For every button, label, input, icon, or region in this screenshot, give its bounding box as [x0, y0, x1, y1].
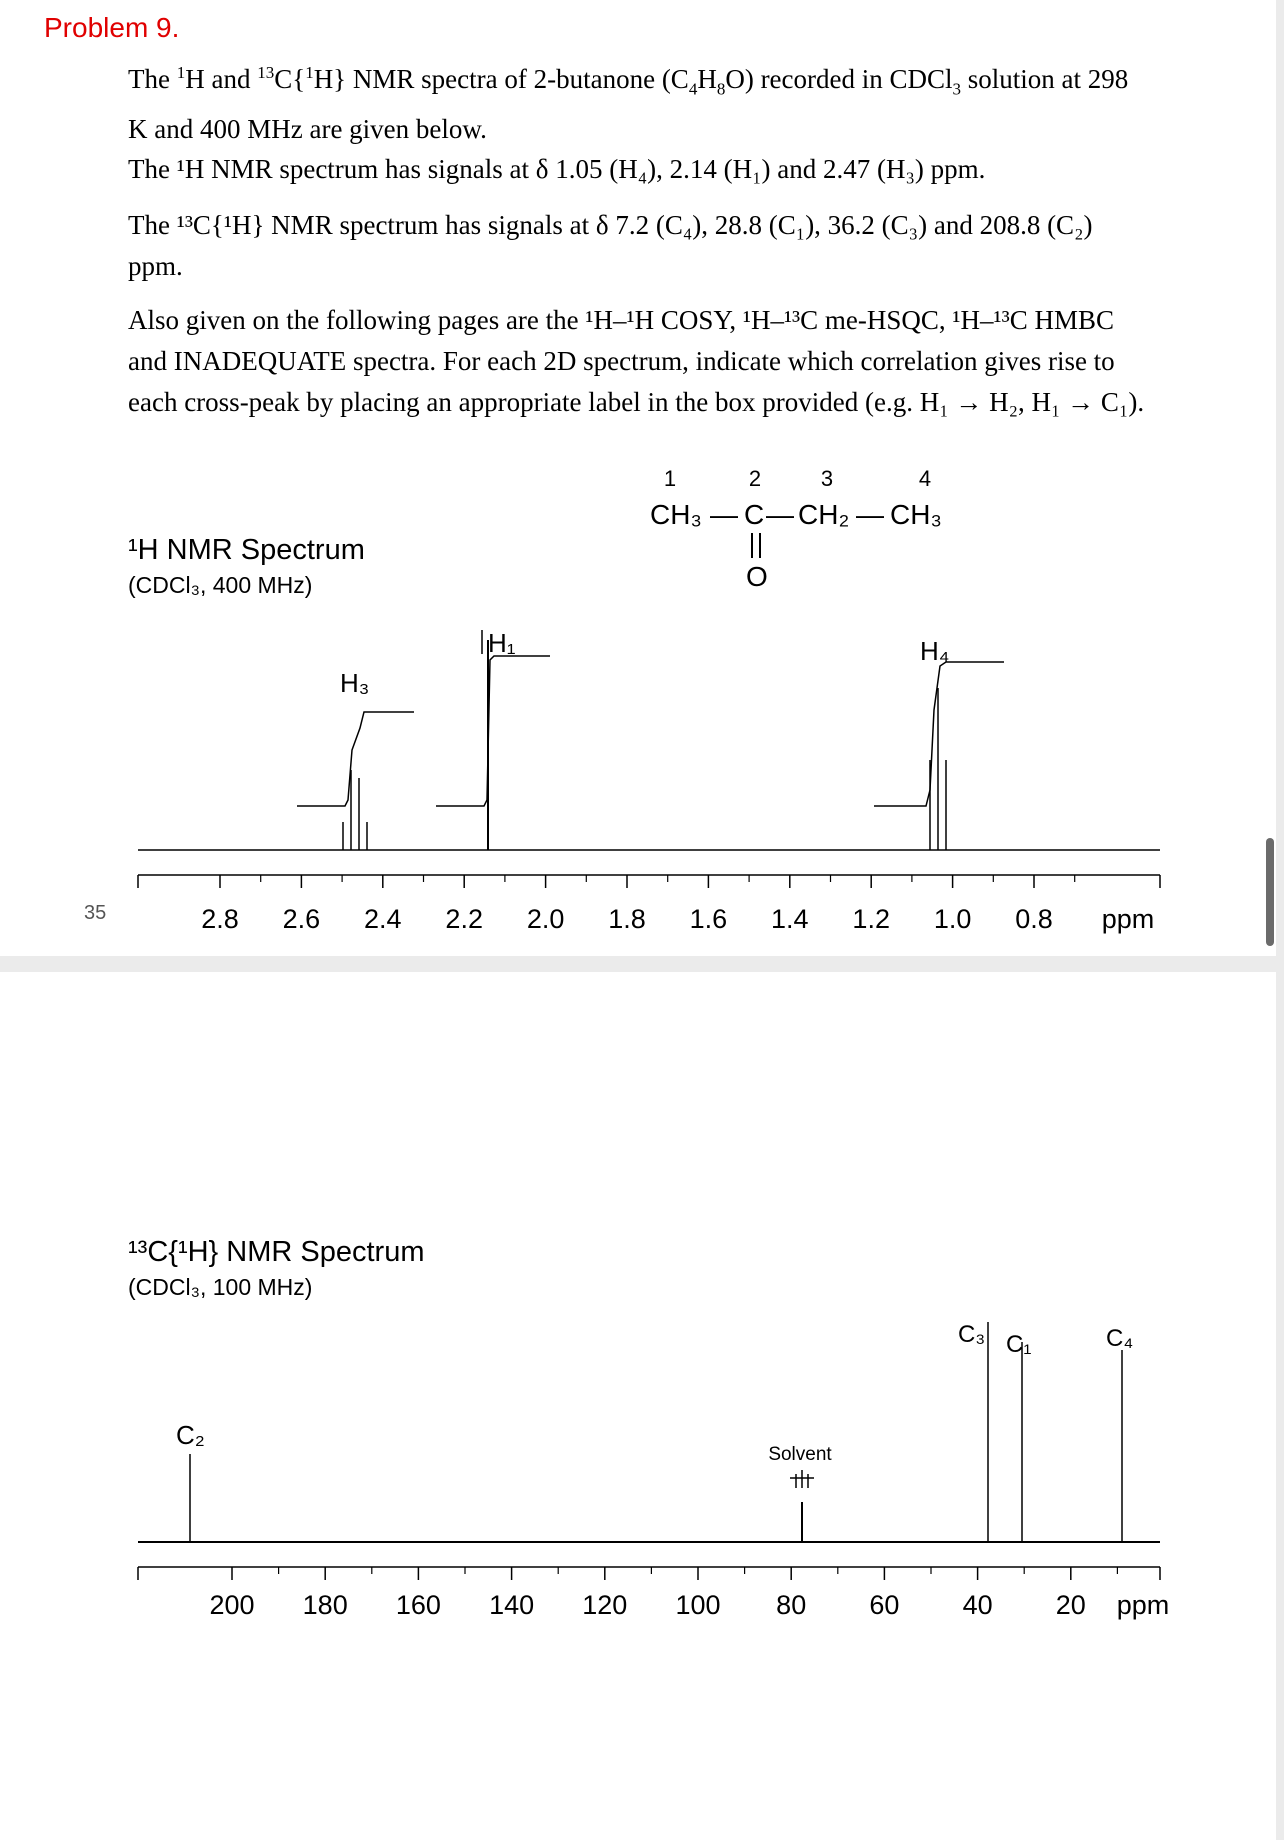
h3-integral: [297, 712, 414, 806]
intro-paragraph: The $^1$H and $^{13}$C{$^1$H} NMR spectra of 2-butanone $(C_4H_8O)$ recorded in CDCl$_3$ solution at 298 K and 400 MHz are given below.: [128, 63, 1129, 145]
h4-integral: [874, 662, 1004, 806]
atom-number-3: 3: [820, 466, 834, 491]
oxygen: O: [746, 561, 768, 592]
h-nmr-spectrum: [0, 600, 1276, 940]
h-axis-tick-label: 1.2: [852, 904, 890, 934]
h-axis-tick-label: 2.8: [201, 904, 239, 934]
h-axis-tick-label: 2.0: [526, 904, 565, 934]
ch3-right: CH₃: [890, 499, 942, 530]
ch2: CH₂: [798, 499, 850, 530]
c-spectrum-title: ¹³C{¹H} NMR Spectrum: [128, 1236, 425, 1268]
page-number: 35: [84, 902, 107, 924]
c-axis-tick-label: 40: [962, 1590, 993, 1620]
c3-label: C₃: [958, 1321, 986, 1348]
carbonyl-carbon: C: [744, 499, 765, 530]
bond-3: —: [856, 499, 884, 530]
h-axis-unit: ppm: [1101, 904, 1155, 934]
h1-label: H₁: [488, 628, 516, 658]
h4-label: H₄: [920, 636, 950, 666]
h-axis-tick-label: 1.4: [771, 904, 809, 934]
h-axis-tick-label: 2.4: [364, 904, 402, 934]
solvent-triplet-icon: [790, 1470, 814, 1488]
h1-integral: [436, 656, 550, 806]
h3-peak: [343, 770, 367, 850]
c-axis-tick-label: 100: [675, 1590, 721, 1620]
atom-number-2: 2: [748, 466, 762, 491]
problem-title: Problem 9.: [44, 12, 180, 43]
c-axis-tick-label: 60: [869, 1590, 900, 1620]
c-axis-tick-label: 20: [1055, 1590, 1086, 1620]
bond-2: —: [766, 499, 794, 530]
c-axis-tick-label: 140: [489, 1590, 535, 1620]
c-axis-tick-label: 180: [302, 1590, 348, 1620]
c-axis-tick-label: 160: [395, 1590, 441, 1620]
h-axis-tick-label: 0.8: [1015, 904, 1053, 934]
c-signals-paragraph: The ¹³C{¹H} NMR spectrum has signals at δ 7.2 (C₄), 28.8 (C₁), 36.2 (C₃) and 208.8 (C₂) ppm.: [128, 210, 1093, 281]
h-axis-tick-label: 1.0: [933, 904, 972, 934]
h4-peak: [930, 688, 946, 850]
c4-label: C₄: [1106, 1325, 1134, 1352]
h-spectrum-title: ¹H NMR Spectrum: [128, 534, 365, 566]
c-axis-ticks: [209, 1567, 1117, 1620]
c-spectrum-subtitle: (CDCl₃, 100 MHz): [128, 1274, 313, 1300]
h-axis-tick-label: 2.2: [445, 904, 483, 934]
h-axis-tick-label: 1.8: [608, 904, 646, 934]
bond-1: —: [710, 499, 738, 530]
h-spectrum-subtitle: (CDCl₃, 400 MHz): [128, 572, 313, 598]
h-signals-paragraph: The ¹H NMR spectrum has signals at δ 1.05 (H₄), 2.14 (H₁) and 2.47 (H₃) ppm.: [128, 154, 986, 184]
ch3-left: CH₃: [650, 499, 702, 530]
page-2: [0, 972, 1276, 1840]
h3-label: H₃: [340, 668, 370, 698]
atom-number-1: 1: [663, 466, 677, 491]
atom-number-4: 4: [918, 466, 932, 491]
c-nmr-spectrum: [0, 1302, 1276, 1642]
solvent-label: Solvent: [768, 1444, 832, 1465]
butanone-structure: [640, 458, 980, 598]
h-axis-tick-label: 1.6: [689, 904, 728, 934]
c-axis-tick-label: 120: [582, 1590, 628, 1620]
c2-label: C₂: [176, 1420, 205, 1450]
c1-label: C₁: [1006, 1331, 1032, 1358]
h-axis-ticks: [201, 875, 1074, 934]
instructions-paragraph: Also given on the following pages are the ¹H–¹H COSY, ¹H–¹³C me-HSQC, ¹H–¹³C HMBC and INADEQUATE spectra. For each 2D spectrum, indicate which correlation gives rise to each cross-peak by placing an appropriate label in the box provided (e.g. H₁ → H₂, H₁ → C₁).: [128, 305, 1145, 417]
c-axis-unit: ppm: [1116, 1590, 1170, 1620]
scrollbar-thumb[interactable]: [1266, 838, 1274, 946]
c-axis-tick-label: 200: [209, 1590, 255, 1620]
c-axis-tick-label: 80: [776, 1590, 807, 1620]
h-axis-tick-label: 2.6: [282, 904, 321, 934]
